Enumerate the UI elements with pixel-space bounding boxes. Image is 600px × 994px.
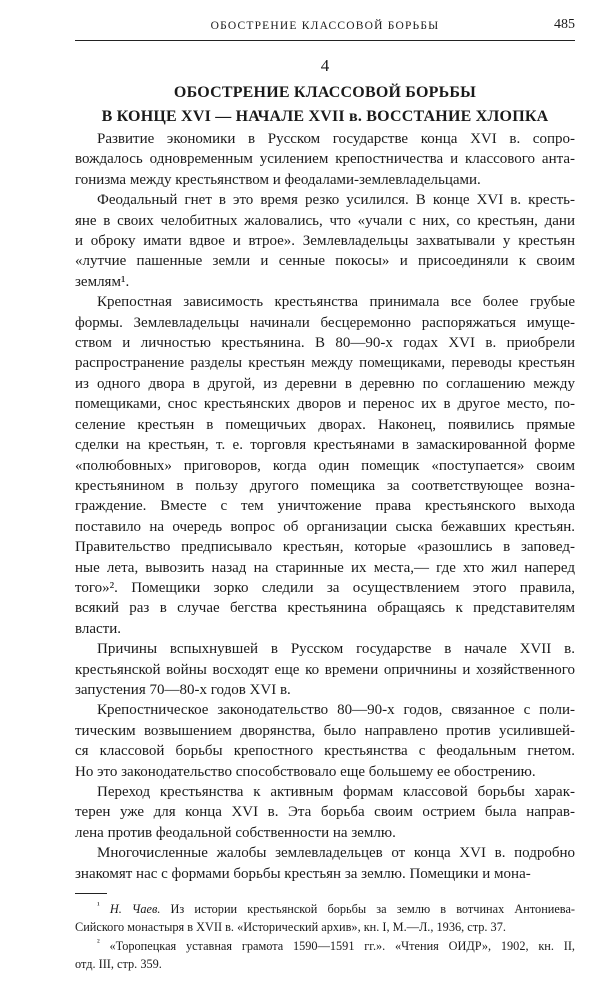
- text-line: крестьянином в пользу другого помещика за соответствующее возна-: [75, 477, 575, 494]
- running-title: ОБОСТРЕНИЕ КЛАССОВОЙ БОРЬБЫ: [210, 20, 440, 32]
- paragraph: [75, 700, 575, 782]
- footnotes: [75, 900, 575, 973]
- footnote-line: [75, 900, 575, 918]
- footnote: [75, 937, 575, 974]
- text-line: помещиками, снос крестьянских дворов и перенос их в другое место, по-: [75, 396, 575, 413]
- text-line: формы. Землевладельцы начинали бесцеремонно распоряжаться имуще-: [75, 314, 575, 331]
- text-line: Но это законодательство способствовало еще большему ее обострению.: [75, 763, 536, 780]
- text-line: граждение. Вместе с тем уничтожение права крестьянского выхода: [75, 498, 575, 515]
- text-line: распространение разделы крестьян между помещиками, переводы крестьян: [75, 355, 575, 372]
- paragraph: [75, 129, 575, 190]
- text-line: Причины вспыхнувшей в Русском государстве в начале XVII в.: [97, 641, 575, 658]
- text-line: тическим возвышением дворянства, было направлено против усилившей-: [75, 722, 575, 739]
- footnote-text: Из истории крестьянской борьбы за землю в вотчинах Антониева-: [160, 902, 576, 917]
- chapter-title-line: В КОНЦЕ XVI — НАЧАЛЕ XVII в. ВОССТАНИЕ ХЛОПКА: [101, 108, 549, 125]
- paragraph: [75, 639, 575, 700]
- text-line: Переход крестьянства к активным формам классовой борьбы харак-: [97, 784, 575, 800]
- text-line: сделки на крестьян, т. е. торговля крестьянами в замаскированной форме: [75, 437, 575, 454]
- text-line: «полюбовных» приговоров, когда один помещик «поступается» своим: [75, 457, 575, 474]
- text-line: лена против феодальной собственности на землю.: [75, 824, 396, 841]
- footnote-line: [75, 937, 575, 955]
- footnote-line: отд. III, стр. 359.: [75, 956, 162, 971]
- paragraph: [75, 782, 575, 843]
- text-line: знакомят нас с формами борьбы крестьян за землю. Помещики и мона-: [75, 865, 531, 882]
- footnote-marker: ¹: [97, 899, 100, 910]
- paragraph: [75, 292, 575, 639]
- book-page: [75, 0, 575, 973]
- chapter-title: [75, 81, 575, 129]
- text-line: терен уже для конца XVI в. Эта борьба своим острием была направ-: [75, 804, 575, 821]
- text-line: из одного двора в другой, из деревни в деревню по соглашению между: [75, 375, 575, 392]
- text-line: Правительство предписывало крестьян, которые «разошлись в заповед-: [75, 539, 575, 556]
- footnote-marker: ²: [97, 936, 100, 947]
- paragraph: [75, 843, 575, 884]
- text-line: всякий раз в случае бегства крестьянина обращаясь к представителям: [75, 600, 575, 617]
- text-line: Феодальный гнет в это время резко усилился. В конце XVI в. кресть-: [97, 192, 575, 209]
- text-line: ные лета, вывозить назад на старинные их места,— где хто жил наперед: [75, 559, 575, 576]
- text-line: Развитие экономики в Русском государстве конца XVI в. сопро-: [97, 131, 575, 147]
- text-line: ством и личностью крестьянина. В 80—90-х годах XVI в. приобрели: [75, 335, 575, 352]
- text-line: поставило на очередь вопрос об организации сыска бежавших крестьян.: [75, 518, 575, 535]
- text-line: Многочисленные жалобы землевладельцев от конца XVI в. подробно: [97, 845, 575, 862]
- text-line: яне в своих челобитных жаловались, что «учали с них, со крестьян, дани: [75, 212, 575, 229]
- header-rule: [75, 40, 575, 41]
- text-line: Крепостная зависимость крестьянства принимала все более грубые: [97, 294, 575, 311]
- page-number: 485: [554, 17, 575, 32]
- text-line: Крепостническое законодательство 80—90-х годов, связанное с поли-: [97, 702, 575, 719]
- text-line: ся классовой борьбы крепостного крестьянства с феодальным гнетом.: [75, 743, 575, 760]
- text-line: землям¹.: [75, 273, 130, 290]
- text-line: того»². Помещики зорко следили за осуществлением этого правила,: [75, 579, 575, 596]
- footnote: [75, 900, 575, 937]
- footnote-rule: [75, 893, 107, 894]
- body-text: [75, 129, 575, 884]
- text-line: и оброку имати вдвое и втрое». Землевладельцы захватывали у крестьян: [75, 233, 575, 250]
- text-line: власти.: [75, 620, 122, 637]
- footnote-line: Сийского монастыря в XVII в. «Исторический архив», кн. I, М.—Л., 1936, стр. 37.: [75, 920, 506, 935]
- chapter-number: 4: [320, 56, 330, 75]
- text-line: вождалось одновременным усилением крепостничества и классового анта-: [75, 151, 575, 168]
- footnote-author: Н. Чаев.: [109, 902, 161, 917]
- chapter-title-line: ОБОСТРЕНИЕ КЛАССОВОЙ БОРЬБЫ: [173, 84, 477, 101]
- text-line: гонизма между крестьянством и феодалами-землевладельцами.: [75, 171, 481, 188]
- text-line: «лутчие пашенные земли и сенные покосы» и присоединяли к своим: [75, 253, 575, 270]
- text-line: запустения 70—80-х годов XVI в.: [75, 681, 291, 698]
- text-line: селение крестьян в помещичьих дворах. Наконец, появились прямые: [75, 416, 575, 433]
- text-line: крестьянской войны восходят еще ко времени опричнины и хозяйственного: [75, 661, 575, 678]
- running-header: [75, 17, 575, 39]
- footnote-text: «Торопецкая уставная грамота 1590—1591 гг.». «Чтения ОИДР», 1902, кн. II,: [99, 938, 575, 953]
- paragraph: [75, 190, 575, 292]
